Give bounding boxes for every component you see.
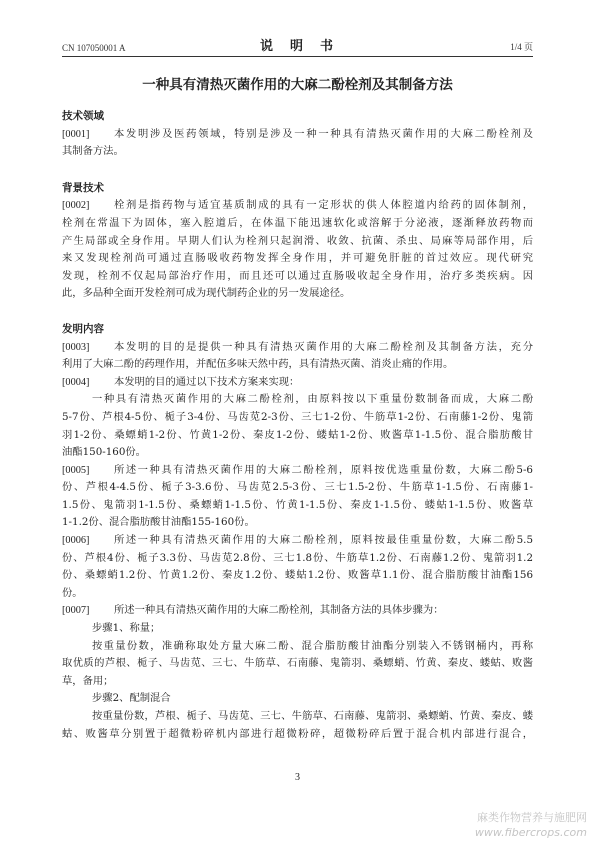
paragraph-number: [0002] (62, 200, 90, 212)
document-body (62, 108, 533, 743)
document-type-heading: 说 明 书 (259, 39, 335, 54)
paragraph-line: 来又发现栓剂尚可通过直肠吸收药物发挥全身作用，并可避免肝脏的首过效应。现代研究 (62, 252, 533, 265)
section-heading-summary: 发明内容 (62, 322, 104, 335)
step-1 (62, 620, 533, 690)
paragraph-text: 本发明涉及医药领域，特别是涉及一种一种具有清热灭菌作用的大麻二酚栓剂及 (114, 127, 533, 140)
paragraph-0005 (62, 462, 533, 532)
paragraph-line: 按重量份数，准确称取处方量大麻二酚、混合脂肪酸甘油酯分别装入不锈钢桶内，再称 (92, 639, 533, 652)
paragraph-line (62, 532, 533, 550)
paragraph-line: 产生局部或全身作用。早期人们认为栓剂只起润滑、收敛、抗菌、杀虫、局麻等局部作用，后 (62, 234, 533, 247)
paragraph-line (62, 462, 533, 480)
section-heading-background-art: 背景技术 (62, 181, 104, 194)
paragraph-line: 按重量份数，芦根、栀子、马齿苋、三七、牛筋草、石南藤、鬼箭羽、桑螵蛸、竹黄、秦皮、蝼 (92, 710, 533, 722)
paragraph-text: 本发明的目的通过以下技术方案来实现： (114, 375, 300, 388)
paragraph-line: 栓剂在常温下为固体，塞入腔道后，在体温下能迅速软化或溶解于分泌液，逐渐释放药物而 (62, 216, 533, 229)
section-heading-technical-field: 技术领域 (62, 110, 104, 122)
document-title: 一种具有清热灭菌作用的大麻二酚栓剂及其制备方法 (142, 77, 453, 93)
paragraph-line: 一种具有清热灭菌作用的大麻二酚栓剂，由原料按以下重量份数制备而成，大麻二酚 (92, 393, 533, 406)
paragraph-line (62, 602, 533, 620)
paragraph-number: [0005] (62, 464, 90, 476)
step-heading: 步骤1、称量； (92, 622, 161, 635)
paragraph-number: [0003] (62, 341, 90, 353)
paragraph-line: 1.5份、鬼箭羽1-1.5份、桑螵蛸1-1.5份、竹黄1-1.5份、秦皮1-1.5份、蝼蛄1-1.5份、败酱草 (62, 498, 533, 511)
paragraph-number: [0007] (62, 605, 90, 617)
watermark (475, 810, 587, 840)
paragraph-line: 草，备用； (62, 674, 114, 687)
paragraph-number: [0006] (62, 535, 90, 547)
paragraph-0002 (62, 197, 533, 303)
paragraph-text: 本发明的目的是提供一种具有清热灭菌作用的大麻二酚栓剂及其制备方法，充分 (114, 340, 533, 353)
paragraph-line: 取优质的芦根、栀子、马齿苋、三七、牛筋草、石南藤、鬼箭羽、桑螵蛸、竹黄、秦皮、蝼蛄、败酱 (62, 657, 533, 670)
paragraph-line: 油酯150-160份。 (62, 446, 146, 459)
paragraph-0003 (62, 339, 533, 374)
page-header (62, 36, 533, 54)
paragraph-line: 此，多品种全面开发栓剂可成为现代制药企业的另一发展途径。 (62, 287, 351, 300)
watermark-url: www.fibercrops.com (474, 826, 587, 839)
paragraph-number: [0001] (62, 128, 90, 140)
paragraph-text: 栓剂是指药物与适宜基质制成的具有一定形状的供人体腔道内给药的固体制剂， (114, 199, 533, 212)
paragraph-line (62, 197, 533, 215)
paragraph-text: 所述一种具有清热灭菌作用的大麻二酚栓剂，其制备方法的具体步骤为： (114, 604, 444, 617)
paragraph-line: 其制备方法。 (62, 145, 124, 158)
paragraph-0007 (62, 602, 533, 620)
paragraph-line (62, 126, 533, 144)
page-indicator: 1/4 页 (510, 42, 533, 52)
paragraph-line (62, 339, 533, 357)
step-2 (62, 690, 533, 743)
paragraph-line: 份、芦根4份、栀子3.3份、马齿苋2.8份、三七1.8份、牛筋草1.2份、石南藤1.2份、鬼箭羽1.2 (62, 551, 533, 564)
paragraph-line: 发现，栓剂不仅起局部治疗作用，而且还可以通过直肠吸收起全身作用，治疗多类疾病。因 (62, 269, 533, 282)
paragraph-line: 1-1.2份、混合脂肪酸甘油酯155-160份。 (62, 516, 255, 529)
paragraph-text: 所述一种具有清热灭菌作用的大麻二酚栓剂，原料按优选重量份数，大麻二酚5-6 (114, 463, 533, 476)
paragraph-line: 份、芦根4-4.5份、栀子3-3.6份、马齿苋2.5-3份、三七1.5-2份、牛筋草1-1.5份、石南藤1- (62, 481, 533, 494)
paragraph-line: 份。 (62, 586, 83, 599)
paragraph-text: 所述一种具有清热灭菌作用的大麻二酚栓剂，原料按最佳重量份数，大麻二酚5.5 (114, 534, 533, 547)
publication-number: CN 107050001 A (62, 43, 126, 53)
formula-paragraph (62, 391, 533, 461)
paragraph-number: [0004] (62, 376, 90, 388)
paragraph-line: 蛄、败酱草分别置于超微粉碎机内部进行超微粉碎，超微粉碎后置于混合机内部进行混合， (62, 727, 533, 740)
paragraph-line: 利用了大麻二酚的药理作用，并配伍多味天然中药，具有清热灭菌、消炎止痛的作用。 (62, 358, 454, 371)
paragraph-line: 羽1-2份、桑螵蛸1-2份、竹黄1-2份、秦皮1-2份、蝼蛄1-2份、败酱草1-1.5份、混合脂肪酸甘 (62, 428, 533, 441)
paragraph-line: 份、桑螵蛸1.2份、竹黄1.2份、秦皮1.2份、蝼蛄1.2份、败酱草1.1份、混合脂肪酸甘油酯156 (62, 569, 533, 582)
header-divider (62, 56, 533, 57)
paragraph-line (62, 374, 533, 392)
paragraph-line: 5-7份、芦根4-5份、栀子3-4份、马齿苋2-3份、三七1-2份、牛筋草1-2份、石南藤1-2份、鬼箭 (62, 410, 533, 423)
step-heading: 步骤2、配制混合 (92, 692, 171, 705)
watermark-site-name: 麻类作物营养与施肥网 (477, 811, 587, 824)
paragraph-0004 (62, 374, 533, 392)
paragraph-0006 (62, 532, 533, 602)
page-number: 3 (295, 772, 300, 783)
paragraph-0001 (62, 126, 533, 161)
